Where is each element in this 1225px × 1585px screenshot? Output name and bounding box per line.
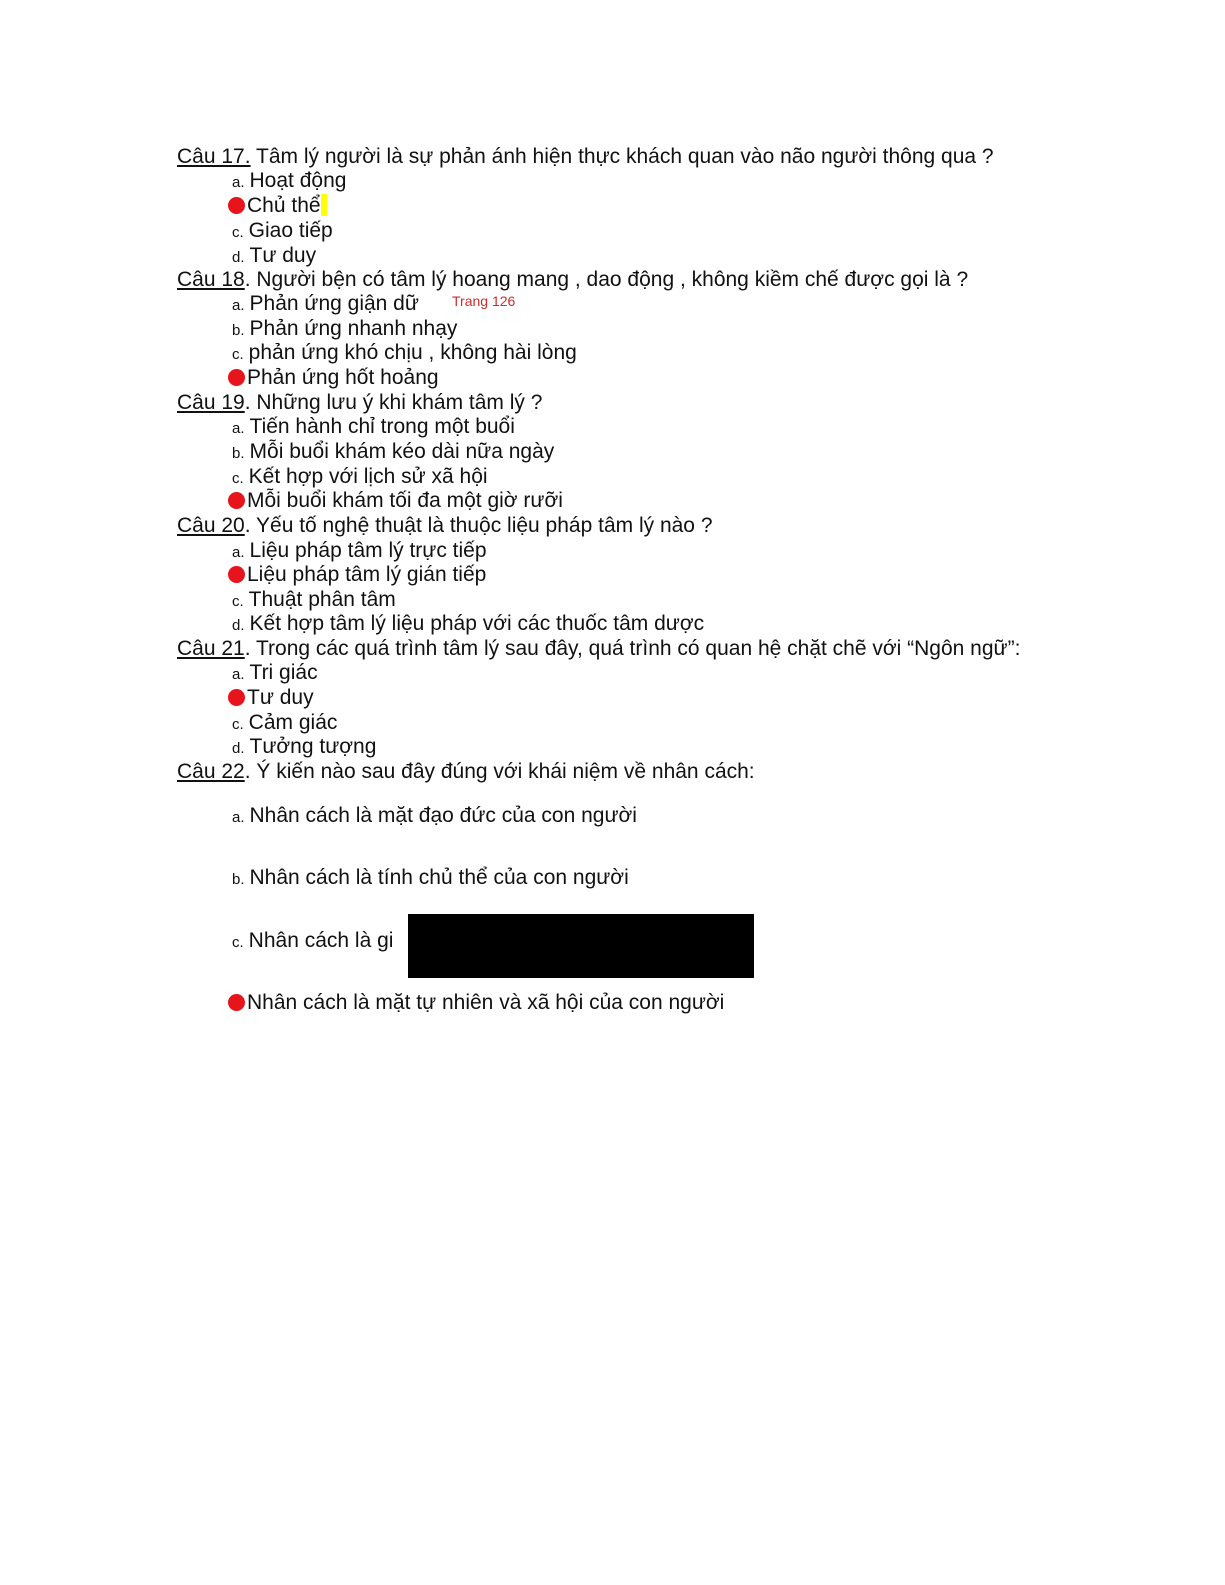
option-text: Phản ứng giận dữ bbox=[249, 292, 419, 315]
option bbox=[232, 804, 637, 830]
option-text: Phản ứng nhanh nhạy bbox=[249, 317, 458, 340]
question-number: Câu 19 bbox=[177, 391, 245, 414]
option-text: Phản ứng hốt hoảng bbox=[247, 366, 439, 389]
option-text: Mỗi buổi khám tối đa một giờ rưỡi bbox=[247, 489, 563, 512]
option-text: Cảm giác bbox=[248, 711, 338, 734]
option-letter: a. bbox=[232, 420, 245, 437]
option-text: Nhân cách là tính chủ thể của con người bbox=[249, 866, 629, 889]
option-letter: c. bbox=[232, 470, 244, 487]
option bbox=[232, 866, 629, 892]
option-letter: d. bbox=[232, 740, 245, 757]
option bbox=[232, 317, 457, 343]
option-marked bbox=[232, 563, 486, 587]
option bbox=[232, 341, 577, 367]
option-text: Kết hợp với lịch sử xã hội bbox=[248, 465, 488, 488]
question-text: . Ý kiến nào sau đây đúng với khái niệm về nhân cách: bbox=[244, 760, 755, 783]
redaction-box bbox=[408, 914, 754, 978]
question-text: . Người bện có tâm lý hoang mang , dao động , không kiềm chế được gọi là ? bbox=[244, 268, 969, 291]
highlight-mark bbox=[321, 194, 327, 216]
option-letter: d. bbox=[232, 249, 245, 266]
option-marked bbox=[232, 489, 563, 513]
question-number: Câu 22 bbox=[177, 760, 245, 783]
option-letter: a. bbox=[232, 666, 245, 683]
option-text: Chủ thể bbox=[247, 194, 321, 217]
option bbox=[232, 661, 318, 687]
option-letter: c. bbox=[232, 224, 244, 241]
option bbox=[232, 415, 515, 441]
option-text: Liệu pháp tâm lý gián tiếp bbox=[247, 563, 487, 586]
red-dot-icon bbox=[228, 492, 245, 509]
question-21 bbox=[177, 637, 1020, 661]
question-19 bbox=[177, 391, 542, 415]
question-20 bbox=[177, 514, 713, 538]
option-letter: a. bbox=[232, 809, 245, 826]
option-letter: a. bbox=[232, 174, 245, 191]
option-letter: b. bbox=[232, 322, 245, 339]
option-text: Hoạt động bbox=[249, 169, 347, 192]
option-text: Nhân cách là gi bbox=[248, 929, 394, 952]
option-text: Thuật phân tâm bbox=[248, 588, 396, 611]
option-text: Tư duy bbox=[247, 686, 314, 709]
question-18 bbox=[177, 268, 968, 292]
option-text: Mỗi buổi khám kéo dài nữa ngày bbox=[249, 440, 555, 463]
option-text: Liệu pháp tâm lý trực tiếp bbox=[249, 539, 487, 562]
red-dot-icon bbox=[228, 994, 245, 1011]
option-text: Tư duy bbox=[249, 244, 317, 267]
option bbox=[232, 440, 554, 466]
option-letter: b. bbox=[232, 445, 245, 462]
question-text: . Những lưu ý khi khám tâm lý ? bbox=[244, 391, 543, 414]
red-dot-icon bbox=[228, 566, 245, 583]
option-marked bbox=[232, 686, 314, 710]
option-text: Tiến hành chỉ trong một buổi bbox=[249, 415, 515, 438]
option-marked bbox=[232, 194, 327, 218]
option-marked bbox=[232, 366, 439, 390]
option bbox=[232, 612, 704, 638]
option bbox=[232, 539, 487, 565]
question-number: Câu 18 bbox=[177, 268, 245, 291]
option bbox=[232, 465, 488, 491]
option-text: Kết hợp tâm lý liệu pháp với các thuốc tâm dược bbox=[249, 612, 705, 635]
option-letter: d. bbox=[232, 617, 245, 634]
option-letter: c. bbox=[232, 593, 244, 610]
option-text: Nhân cách là mặt đạo đức của con người bbox=[249, 804, 637, 827]
question-22 bbox=[177, 760, 755, 784]
option bbox=[232, 169, 346, 195]
option-letter: a. bbox=[232, 297, 245, 314]
option bbox=[232, 929, 393, 955]
option bbox=[232, 588, 396, 614]
option bbox=[232, 219, 333, 245]
option-letter: c. bbox=[232, 346, 244, 363]
option bbox=[232, 244, 316, 270]
option-text: Nhân cách là mặt tự nhiên và xã hội của con người bbox=[247, 991, 725, 1014]
red-dot-icon bbox=[228, 369, 245, 386]
option bbox=[232, 735, 376, 761]
page-annotation: Trang 126 bbox=[452, 293, 516, 309]
question-17 bbox=[177, 145, 994, 169]
option-letter: c. bbox=[232, 934, 244, 951]
question-text: . Yếu tố nghệ thuật là thuộc liệu pháp tâm lý nào ? bbox=[244, 514, 713, 537]
option-text: phản ứng khó chịu , không hài lòng bbox=[248, 341, 577, 364]
option bbox=[232, 292, 419, 318]
option-text: Giao tiếp bbox=[248, 219, 333, 242]
question-text: . Trong các quá trình tâm lý sau đây, quá trình có quan hệ chặt chẽ với “Ngôn ngữ”: bbox=[244, 637, 1021, 660]
question-number: Câu 21 bbox=[177, 637, 245, 660]
red-dot-icon bbox=[228, 689, 245, 706]
option-marked bbox=[232, 991, 724, 1015]
option-letter: b. bbox=[232, 871, 245, 888]
option-text: Tưởng tượng bbox=[249, 735, 377, 758]
question-text: Tâm lý người là sự phản ánh hiện thực khách quan vào não người thông qua ? bbox=[250, 145, 994, 168]
question-number: Câu 20 bbox=[177, 514, 245, 537]
option-letter: c. bbox=[232, 716, 244, 733]
red-dot-icon bbox=[228, 197, 245, 214]
option-letter: a. bbox=[232, 544, 245, 561]
option-text: Tri giác bbox=[249, 661, 318, 684]
option bbox=[232, 711, 337, 737]
question-number: Câu 17. bbox=[177, 145, 251, 168]
